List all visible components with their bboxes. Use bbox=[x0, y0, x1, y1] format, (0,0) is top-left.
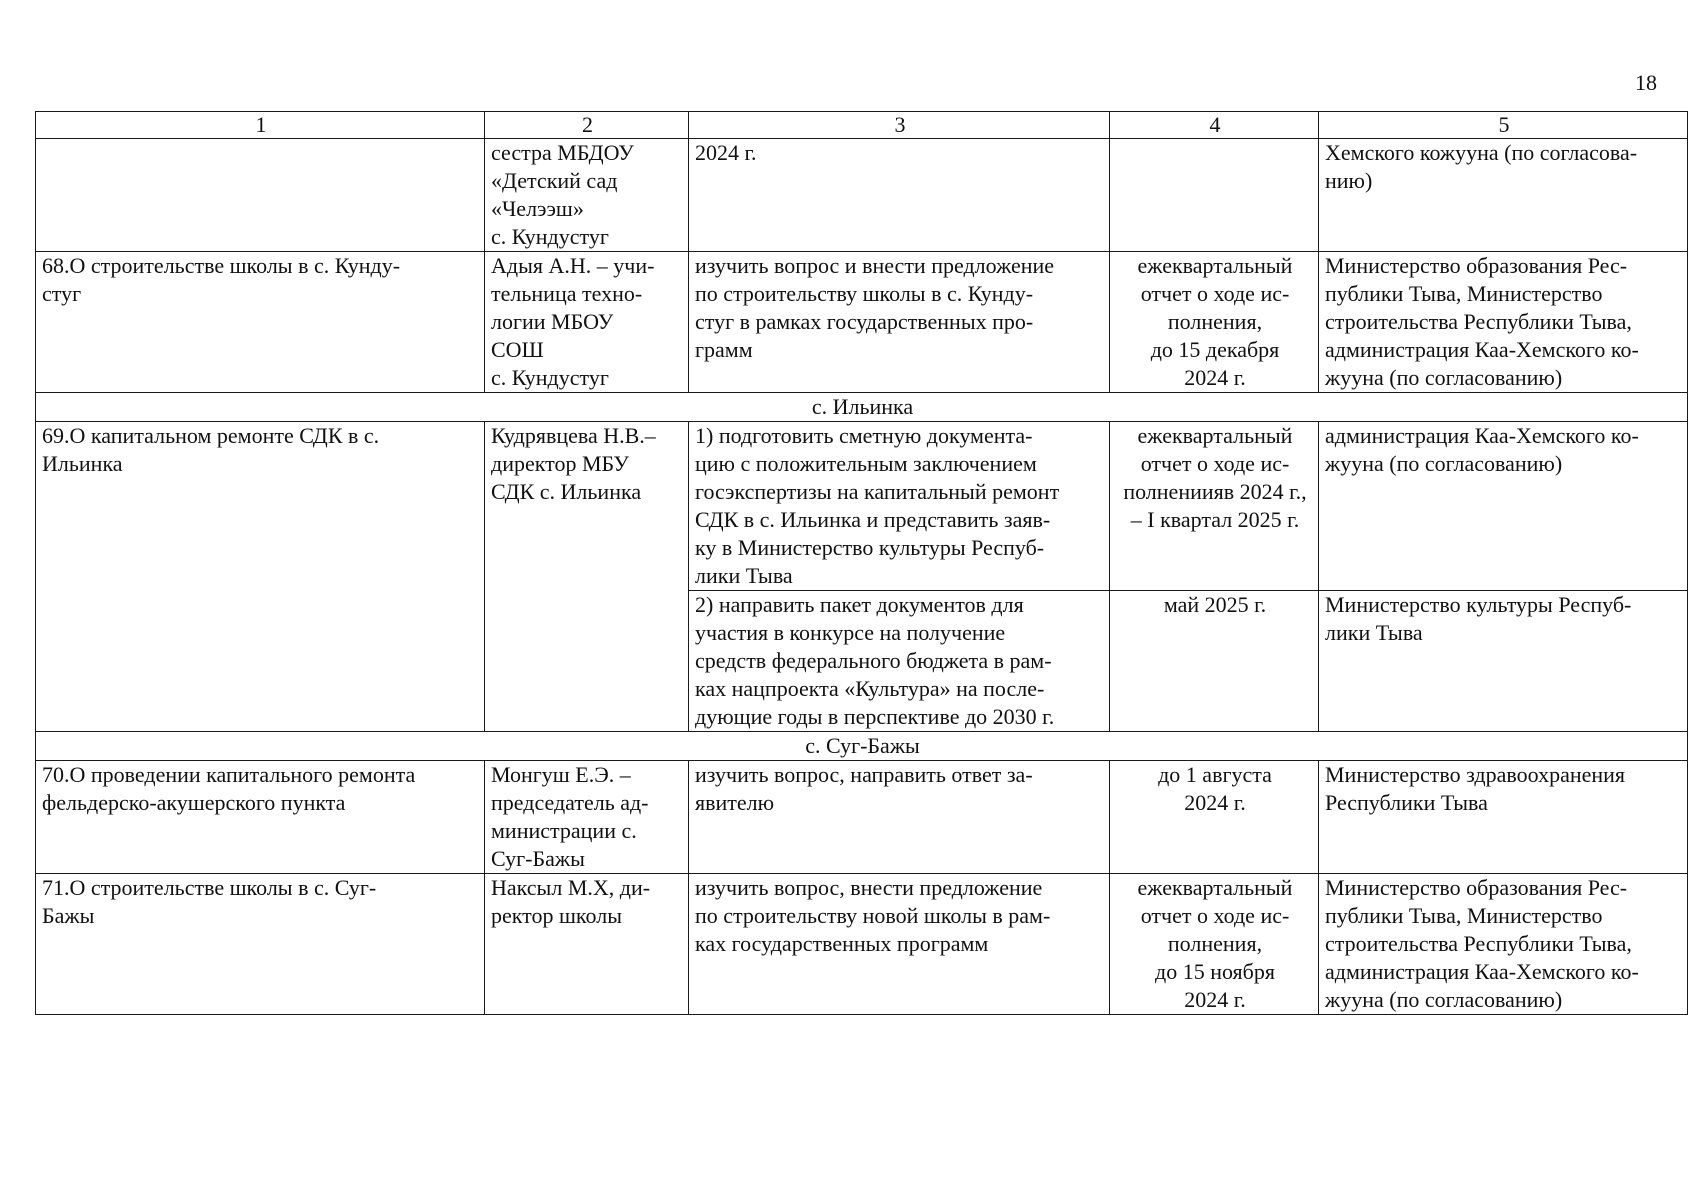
issue-text: 70.О проведении капитального ремонта фельдерско-акушерского пункта bbox=[42, 762, 416, 815]
issue-cell bbox=[36, 422, 485, 732]
executor-text: Министерство здравоохранения Республики Тыва bbox=[1325, 762, 1626, 815]
action-cell bbox=[689, 422, 1110, 591]
issue-text: 68.О строительстве школы в с. Кунду- стуг bbox=[42, 253, 401, 306]
deadline-text: до 1 августа 2024 г. bbox=[1158, 762, 1272, 815]
deadline-cell bbox=[1110, 874, 1319, 1015]
executor-text: Министерство образования Рес- публики Тыва, Министерство строительства Республики Тыва, администрация Каа-Хемского ко- жууна (по согласованию) bbox=[1325, 875, 1639, 1012]
page-number: 18 bbox=[1635, 70, 1657, 95]
issue-cell bbox=[36, 139, 485, 252]
action-text: изучить вопрос, внести предложение по строительству новой школы в рам- ках государственных программ bbox=[695, 875, 1051, 956]
action-cell bbox=[689, 761, 1110, 874]
action-cell bbox=[689, 139, 1110, 252]
deadline-cell bbox=[1110, 139, 1319, 252]
responsible-cell bbox=[485, 874, 689, 1015]
action-text: 1) подготовить сметную документа- цию с положительным заключением госэкспертизы на капитальный ремонт СДК в с. Ильинка и представить заяв- ку в Министерство культуры Респуб- лики Тыва bbox=[695, 423, 1060, 588]
section-heading-ilyinka: с. Ильинка bbox=[36, 393, 1688, 422]
action-text: 2024 г. bbox=[695, 140, 757, 165]
issue-text: 71.О строительстве школы в с. Суг- Бажы bbox=[42, 875, 377, 928]
deadline-text: ежеквартальный отчет о ходе ис- полнения, до 15 декабря 2024 г. bbox=[1137, 253, 1293, 390]
responsible-text: Монгуш Е.Э. – председатель ад- министрации с. Суг-Бажы bbox=[491, 762, 649, 871]
executor-cell bbox=[1319, 252, 1688, 393]
responsible-cell bbox=[485, 139, 689, 252]
responsible-text: Наксыл М.Х, ди- ректор школы bbox=[491, 875, 651, 928]
responsible-text: Кудрявцева Н.В.– директор МБУ СДК с. Ильинка bbox=[491, 423, 656, 504]
action-text: 2) направить пакет документов для участия в конкурсе на получение средств федерального бюджета в рам- ках нацпроекта «Культура» на после- дующие годы в перспективе до 2030 г. bbox=[695, 592, 1055, 729]
executor-cell bbox=[1319, 761, 1688, 874]
issue-cell bbox=[36, 252, 485, 393]
executor-text: Хемского кожууна (по согласова- нию) bbox=[1325, 140, 1638, 193]
responsible-cell bbox=[485, 761, 689, 874]
deadline-cell bbox=[1110, 761, 1319, 874]
column-header: 4 bbox=[1110, 112, 1319, 139]
action-text: изучить вопрос, направить ответ за- явителю bbox=[695, 762, 1033, 815]
issue-text: 69.О капитальном ремонте СДК в с. Ильинка bbox=[42, 423, 380, 476]
action-text: изучить вопрос и внести предложение по строительству школы в с. Кунду- стуг в рамках государственных про- грамм bbox=[695, 253, 1055, 362]
deadline-text: ежеквартальный отчет о ходе ис- полнениияв 2024 г., – I квартал 2025 г. bbox=[1123, 423, 1307, 532]
section-heading-sugbazhy: с. Суг-Бажы bbox=[36, 732, 1688, 761]
column-header: 1 bbox=[36, 112, 485, 139]
table-row bbox=[36, 874, 1688, 1015]
executor-text: Министерство образования Рес- публики Тыва, Министерство строительства Республики Тыва, администрация Каа-Хемского ко- жууна (по согласованию) bbox=[1325, 253, 1639, 390]
executor-cell bbox=[1319, 139, 1688, 252]
deadline-text: май 2025 г. bbox=[1163, 592, 1267, 617]
table-row bbox=[36, 761, 1688, 874]
executor-cell bbox=[1319, 422, 1688, 591]
issue-cell bbox=[36, 761, 485, 874]
deadline-text: ежеквартальный отчет о ходе ис- полнения, до 15 ноября 2024 г. bbox=[1137, 875, 1293, 1012]
responsible-cell bbox=[485, 252, 689, 393]
section-row bbox=[36, 732, 1688, 761]
plan-table bbox=[35, 111, 1688, 1015]
column-header: 5 bbox=[1319, 112, 1688, 139]
executor-text: Министерство культуры Респуб- лики Тыва bbox=[1325, 592, 1632, 645]
action-cell bbox=[689, 874, 1110, 1015]
table-row bbox=[36, 422, 1688, 591]
executor-cell bbox=[1319, 874, 1688, 1015]
executor-text: администрация Каа-Хемского ко- жууна (по согласованию) bbox=[1325, 423, 1639, 476]
action-cell bbox=[689, 252, 1110, 393]
responsible-text: сестра МБДОУ «Детский сад «Челээш» с. Кундустуг bbox=[491, 140, 634, 249]
executor-cell bbox=[1319, 591, 1688, 732]
deadline-cell bbox=[1110, 252, 1319, 393]
action-cell bbox=[689, 591, 1110, 732]
deadline-cell bbox=[1110, 591, 1319, 732]
responsible-text: Адыя А.Н. – учи- тельница техно- логии МБОУ СОШ с. Кундустуг bbox=[491, 253, 655, 390]
column-header: 3 bbox=[689, 112, 1110, 139]
issue-cell bbox=[36, 874, 485, 1015]
table-header-row bbox=[36, 112, 1688, 139]
column-header: 2 bbox=[485, 112, 689, 139]
responsible-cell bbox=[485, 422, 689, 732]
table-row bbox=[36, 139, 1688, 252]
section-row bbox=[36, 393, 1688, 422]
table-row bbox=[36, 252, 1688, 393]
deadline-cell bbox=[1110, 422, 1319, 591]
